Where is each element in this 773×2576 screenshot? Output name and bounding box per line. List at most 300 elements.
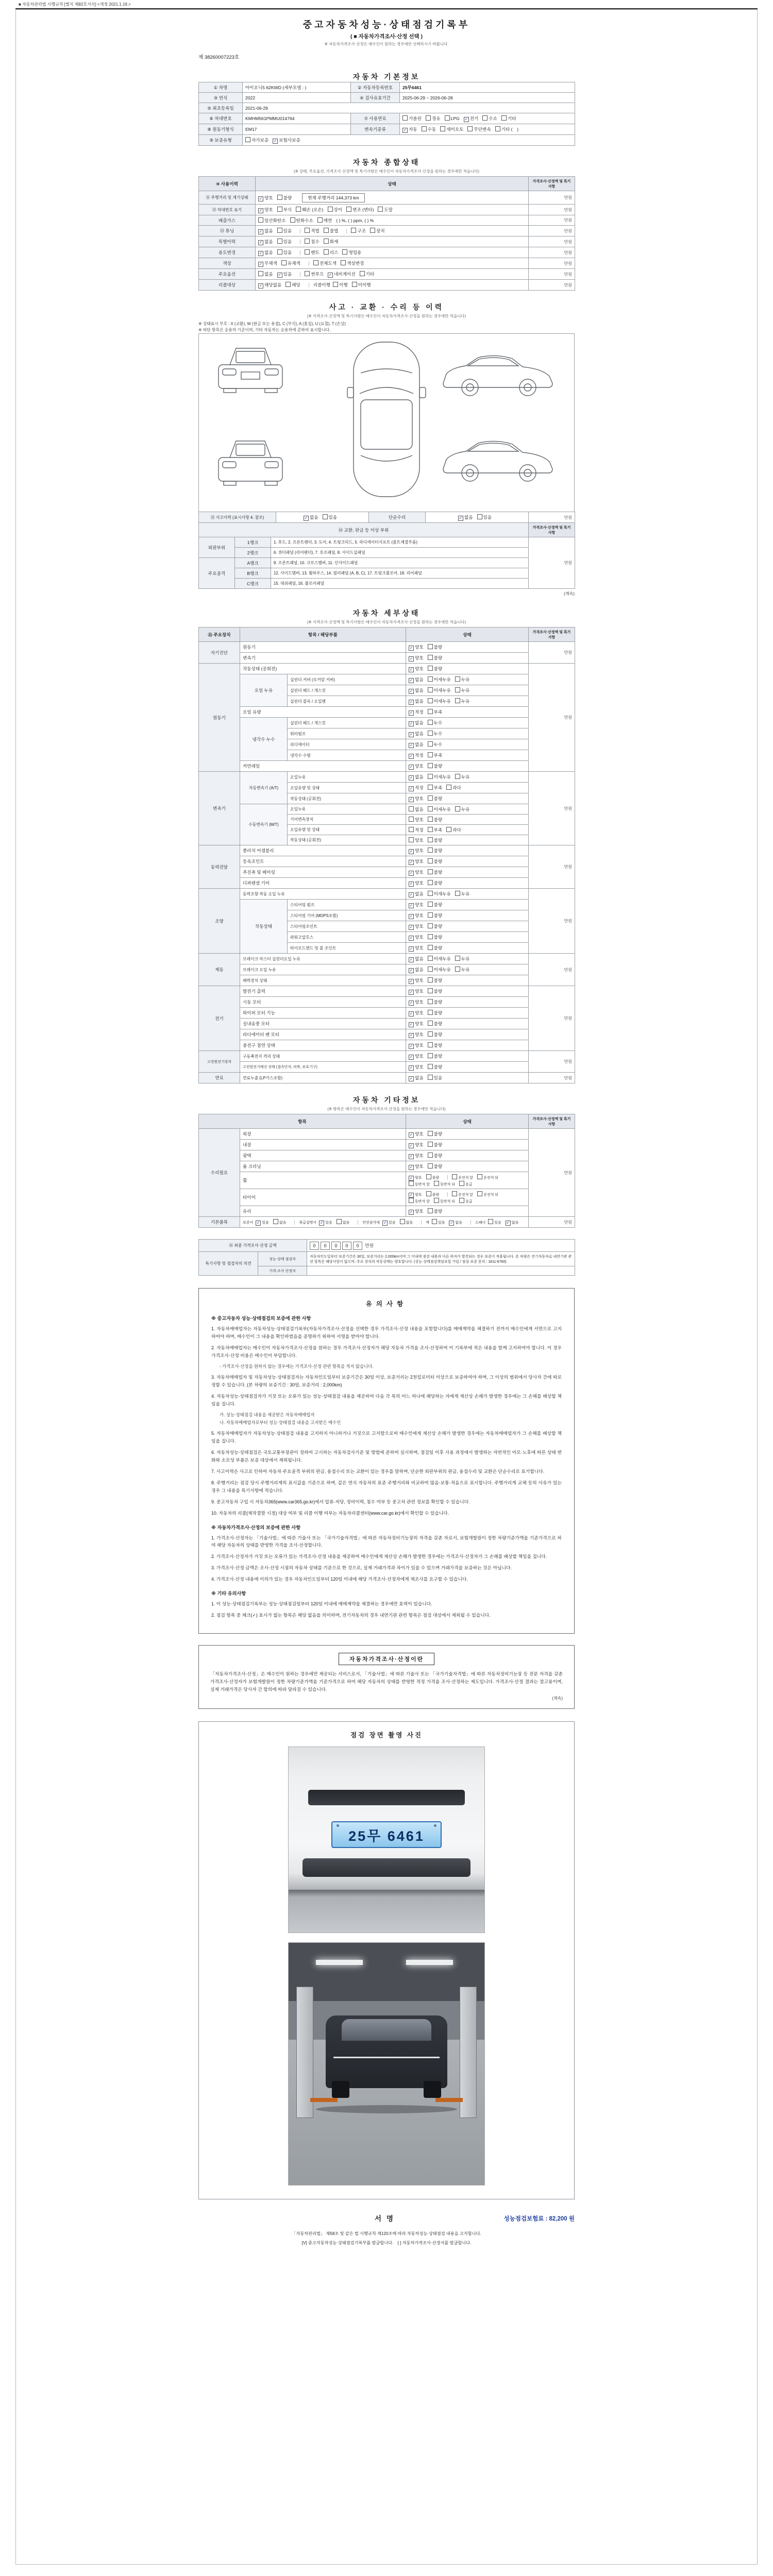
checkbox-box-icon [428,1131,433,1136]
checkbox-기타 ( )[interactable] [495,126,518,132]
checkbox-미세누유[interactable] [428,774,451,780]
checkbox-양호[interactable] [409,1208,424,1215]
table-row [199,653,575,664]
inline-label: 스패너 [475,1221,486,1225]
checkbox-불량[interactable] [428,1163,443,1170]
checkbox-누유[interactable] [455,774,470,780]
checkbox-label: 누유 [461,956,470,961]
checkbox-불법[interactable] [324,228,339,234]
checkbox-없음[interactable] [409,1075,424,1081]
checkbox-없음[interactable] [409,698,424,705]
checkbox-상이[interactable] [328,207,343,213]
checkbox-없음[interactable] [258,249,273,256]
cell-text: 유리 [243,1209,251,1214]
checkbox-부족[interactable] [428,752,443,758]
checkbox-label: 리스 [329,249,339,255]
checkbox-미세누유[interactable] [428,891,451,897]
checkbox-훼손 (오손)[interactable] [296,207,323,213]
checkbox-기타[interactable] [501,115,516,122]
checkbox-기타[interactable] [360,271,375,277]
checkbox-양호[interactable] [409,1053,424,1060]
checkbox-양호[interactable] [258,195,273,201]
checkbox-있음[interactable] [382,1220,396,1226]
checkbox-없음[interactable] [409,687,424,694]
car-side-view-right [443,441,552,481]
checkbox-동반석 앞[interactable] [409,1198,430,1204]
checkbox-미이행[interactable] [352,282,371,288]
value-cell [406,642,529,653]
checkbox-수소[interactable] [482,115,497,122]
cell-text: 만원 [564,865,573,869]
checkbox-불량[interactable] [428,763,443,769]
ceiling-light [406,1960,453,1965]
checkbox-누수[interactable] [428,731,443,737]
checkbox-없음[interactable] [409,676,424,683]
checkbox-미세누유[interactable] [428,687,451,693]
option-divider [470,1220,471,1225]
checkbox-label: 없음 [415,741,424,747]
checkbox-양호[interactable] [409,1021,424,1027]
checkbox-box-icon: ✓ [409,699,413,704]
checkbox-불량[interactable] [428,1153,443,1159]
checkbox-있음[interactable] [319,1220,332,1226]
checkbox-label: 일산화탄소 [264,217,286,223]
checkbox-양호[interactable] [409,848,424,854]
checkbox-불량[interactable] [428,1064,443,1070]
checkbox-자가보증[interactable] [245,137,268,143]
checkbox-양호[interactable] [409,1175,422,1181]
checkbox-box-icon [455,698,460,703]
checkbox-운전석 앞[interactable] [452,1191,473,1197]
etc-info-table-host [198,1114,575,1228]
table-row [199,568,575,579]
checkbox-없음[interactable] [409,806,424,812]
cell-text: 실린더 블록 / 오일팬 [290,699,326,704]
checkbox-box-icon [428,655,433,660]
checkbox-운전석 뒤[interactable] [477,1191,498,1197]
checkbox-없음[interactable] [258,239,273,245]
table-row [199,1019,575,1029]
checkbox-양호[interactable] [409,655,424,662]
checkbox-불량[interactable] [277,195,292,201]
value-cell [271,548,529,558]
checkbox-label: 양호 [415,1163,424,1169]
checkbox-수동[interactable] [422,126,436,132]
checkbox-해당없음[interactable] [258,282,281,289]
table-row [199,900,575,910]
cell-text: 라디에이터 팬 모터 [243,1032,280,1037]
checkbox-불량[interactable] [428,1208,443,1214]
checkbox-미세누유[interactable] [428,676,451,683]
checkbox-양호[interactable] [409,934,424,941]
checkbox-탄화수소[interactable] [290,217,313,224]
label-cell [199,93,243,103]
checkbox-부식[interactable] [277,207,292,213]
cell-text: 전기 [215,1015,224,1021]
checkbox-label: 미세누유 [433,676,451,682]
checkbox-box-icon [324,249,329,255]
value-cell [529,1129,575,1217]
cell-text: ① 차명 [213,84,228,90]
checkbox-침수[interactable] [305,239,320,245]
checkbox-불량[interactable] [428,923,443,929]
checkbox-있음[interactable] [277,249,292,256]
checkbox-box-icon: ✓ [409,859,413,865]
value-cell [240,1140,406,1150]
checkbox-없음[interactable] [400,1219,413,1225]
checkbox-box-icon: ✓ [409,1054,413,1059]
checkbox-있음[interactable] [428,1075,443,1081]
checkbox-불량[interactable] [428,934,443,940]
checkbox-자동[interactable] [402,126,417,133]
value-cell [529,512,575,523]
checkbox-부족[interactable] [428,827,443,833]
checkbox-응급[interactable] [459,1181,473,1187]
checkbox-일산화탄소[interactable] [258,217,286,224]
checkbox-불량[interactable] [428,655,443,661]
checkbox-불량[interactable] [426,1174,440,1180]
label-cell [199,1073,240,1083]
cell-text: 2021-06-29 [245,105,268,111]
checkbox-label: 전체도색 [319,260,337,266]
checkbox-불량[interactable] [428,1010,443,1016]
checkbox-없음[interactable] [409,774,424,781]
checkbox-적정[interactable] [409,785,424,791]
checkbox-없음[interactable] [304,514,318,521]
checkbox-양호[interactable] [409,644,424,651]
checkbox-box-icon [428,1053,433,1058]
checkbox-있음[interactable] [277,271,292,278]
checkbox-구조[interactable] [351,228,366,234]
checkbox-동반석 뒤[interactable] [434,1198,455,1204]
checkbox-누유[interactable] [455,967,470,973]
checkbox-없음[interactable] [458,514,473,521]
value-cell [400,113,575,124]
cell-text: 2022 [245,95,256,100]
cell-text: 만원 [564,261,572,266]
checkbox-label: 없음 [464,514,473,520]
cell-text: 배출가스 [218,217,236,223]
checkbox-있음[interactable] [277,239,292,245]
checkbox-양호[interactable] [409,1142,424,1148]
table-row [199,1189,575,1206]
checkbox-미세누유[interactable] [428,967,451,973]
checkbox-label: 양호 [415,934,424,940]
checkbox-동반석 뒤[interactable] [434,1181,455,1187]
checkbox-있음[interactable] [488,1219,501,1225]
checkbox-누유[interactable] [455,687,470,693]
checkbox-이행[interactable] [333,282,348,288]
checkbox-불량[interactable] [428,1131,443,1137]
checkbox-label: 도말 [384,207,393,212]
notice-item: 10. 자동차의 리콜(제작결함 시정) 대상 여부 및 리콜 이행 여부는 자동차리콜센터(www.car.go.kr)에서 확인할 수 있습니다. [211,1510,449,1516]
checkbox-불량[interactable] [428,945,443,951]
checkbox-없음[interactable] [258,228,273,234]
label-cell [406,628,529,642]
checkbox-양호[interactable] [409,1163,424,1170]
checkbox-없음[interactable] [409,891,424,897]
checkbox-전기[interactable] [464,115,479,122]
checkbox-누유[interactable] [455,891,470,897]
table-row [199,512,575,523]
checkbox-label: 누유 [461,891,470,896]
checkbox-운전석 앞[interactable] [452,1174,473,1180]
checkbox-label: 없음 [415,891,424,896]
checkbox-양호[interactable] [409,858,424,865]
checkbox-미세누유[interactable] [428,698,451,704]
checkbox-있음[interactable] [477,514,492,520]
checkbox-양호[interactable] [409,817,424,823]
checkbox-누유[interactable] [455,698,470,704]
value-cell [307,1240,575,1252]
table-row [199,523,575,537]
checkbox-불량[interactable] [428,1021,443,1027]
checkbox-양호[interactable] [409,666,424,672]
checkbox-전체도색[interactable] [313,260,337,266]
checkbox-운전석 뒤[interactable] [477,1174,498,1180]
checkbox-없음[interactable] [506,1220,519,1226]
section-pricing-info [198,1645,575,1709]
checkbox-label: 운전석 뒤 [483,1176,499,1180]
checkbox-label: 양호 [415,977,424,983]
checkbox-누유[interactable] [455,956,470,962]
checkbox-불량[interactable] [428,848,443,854]
label-cell [406,1114,529,1129]
checkbox-변조 (변타)[interactable] [346,207,374,213]
checkbox-있음[interactable] [323,514,338,520]
checkbox-label: 네비게이션 [334,271,356,277]
checkbox-불량[interactable] [428,644,443,650]
checkbox-없음[interactable] [409,967,424,973]
checkbox-불량[interactable] [428,988,443,994]
checkbox-누유[interactable] [455,676,470,683]
checkbox-불량[interactable] [428,880,443,886]
checkbox-양호[interactable] [409,1192,422,1198]
cell-text: ⑧ 원동기형식 [207,127,234,132]
checkbox-box-icon [428,741,433,747]
checkbox-없음[interactable] [409,720,424,726]
checkbox-도말[interactable] [378,207,393,213]
checkbox-양호[interactable] [409,1153,424,1159]
checkbox-label: 양호 [415,1208,424,1214]
checkbox-양호[interactable] [409,999,424,1006]
cell-text: 만원 [564,515,572,520]
checkbox-적정[interactable] [409,752,424,759]
checkbox-없음[interactable] [273,1219,287,1225]
cell-text: 6. 쿼터패널 (리어펜더), 7. 루프패널, 8. 사이드실패널 [274,550,365,555]
checkbox-있음[interactable] [432,1219,445,1225]
checkbox-box-icon: ✓ [409,870,413,875]
value-cell [288,783,406,793]
checkbox-경유[interactable] [426,115,441,122]
value-cell [406,1161,529,1172]
checkbox-label: 없음 [415,1075,424,1080]
checkbox-양호[interactable] [409,1064,424,1071]
checkbox-없음[interactable] [337,1219,350,1225]
checkbox-양호[interactable] [409,902,424,908]
value-cell [406,1073,529,1083]
notice-item: 1. 가격조사·산정자는 「기술사법」에 따른 기술사 또는 「국가기술자격법」에 따른 자동차정비기능장의 자격을 갖춘 자로서, 보험개발원이 정한 차량기준가액을 기준가격으로 하여 해당 자동차의 상태를 반영한 가격을 조사·산정합니다. [211,1535,562,1548]
checkbox-box-icon [482,115,488,121]
checkbox-세미오토[interactable] [440,126,463,132]
checkbox-없음[interactable] [409,956,424,962]
checkbox-부족[interactable] [428,709,443,715]
checkbox-미세누유[interactable] [428,956,451,962]
checkbox-영업용[interactable] [342,249,361,256]
value-cell [240,997,406,1008]
label-cell [199,772,240,845]
checkbox-누수[interactable] [428,720,443,726]
checkbox-네비게이션[interactable] [328,271,356,278]
checkbox-있음[interactable] [277,228,292,234]
checkbox-부족[interactable] [428,785,443,791]
checkbox-무채색[interactable] [258,260,277,267]
checkbox-양호[interactable] [409,912,424,919]
checkbox-유채색[interactable] [281,260,300,266]
checkbox-box-icon: ✓ [409,786,413,791]
checkbox-양호[interactable] [409,923,424,930]
checkbox-box-icon [277,249,282,255]
checkbox-동반석 앞[interactable] [409,1181,430,1187]
checkbox-label: 누유 [461,676,470,682]
cell-text: 만원 [564,650,573,655]
checkbox-불량[interactable] [428,666,443,672]
value-cell [406,750,529,761]
notice-item: 4. 가격조사·산정 내용에 이의가 있는 경우 자동차인도일부터 120일 이내에 해당 가격조사·산정자에게 재조사를 요구할 수 있습니다. [211,1577,468,1582]
checkbox-불량[interactable] [428,1142,443,1148]
checkbox-label: 불량 [433,655,443,660]
cell-text: 15. 대쉬패널, 16. 플로어패널 [274,581,325,586]
checkbox-있음[interactable] [256,1220,269,1226]
checkbox-양호[interactable] [409,988,424,995]
checkbox-불량[interactable] [428,1053,443,1059]
checkbox-불량[interactable] [428,1042,443,1048]
checkbox-적정[interactable] [409,827,424,833]
checkbox-label: 이행 [339,282,348,287]
checkbox-없음[interactable] [409,731,424,737]
checkbox-과다[interactable] [446,785,461,791]
checkbox-label: 없음 [415,720,424,725]
checkbox-box-icon: ✓ [304,515,308,520]
checkbox-없음[interactable] [409,741,424,748]
checkbox-무단변속[interactable] [467,126,491,132]
checkbox-화재[interactable] [324,239,339,245]
checkbox-불량[interactable] [428,817,443,823]
checkbox-양호[interactable] [409,1010,424,1016]
checkbox-label: 없음 [264,271,273,277]
checkbox-label: 미세누유 [433,774,451,779]
checkbox-box-icon [378,207,383,212]
value-cell [406,975,529,986]
checkbox-label: LPG [450,115,460,121]
checkbox-리스[interactable] [324,249,339,256]
cell-text: 라디에이터 [290,742,310,747]
checkbox-양호[interactable] [409,945,424,952]
checkbox-불량[interactable] [428,1031,443,1038]
cell-text: 오일 유량 [243,709,261,715]
checkbox-불량[interactable] [428,795,443,802]
checkbox-label: 불량 [433,869,443,875]
checkbox-불량[interactable] [426,1191,440,1197]
value-cell [529,226,575,236]
checkbox-양호[interactable] [258,207,273,213]
value-cell [406,825,529,835]
checkbox-불량[interactable] [428,902,443,908]
checkbox-렌트[interactable] [305,249,320,256]
checkbox-불량[interactable] [428,858,443,865]
checkbox-매연[interactable] [317,217,332,224]
cell-text: 가격조사·산정액 및 특기사항 [532,179,571,189]
checkbox-해당[interactable] [285,282,300,288]
value-cell [406,718,529,728]
cell-text: 만원 [564,195,572,200]
checkbox-없음[interactable] [449,1220,462,1226]
checkbox-보험사보증[interactable] [273,137,300,144]
checkbox-box-icon [273,1219,278,1224]
cell-text: 2025-06-29 ~ 2026-06-28 [402,95,453,100]
checkbox-불량[interactable] [428,977,443,984]
checkbox-양호[interactable] [409,837,424,843]
checkbox-과다[interactable] [446,827,461,833]
label-cell [235,579,271,589]
value-cell [406,932,529,943]
checkbox-box-icon: ✓ [409,1032,413,1038]
checkbox-누수[interactable] [428,741,443,748]
value-cell [240,707,406,718]
value-cell [271,558,529,568]
checkbox-양호[interactable] [409,977,424,984]
checkbox-양호[interactable] [409,880,424,887]
cell-text: 상태 [388,181,396,187]
checkbox-양호[interactable] [409,1042,424,1049]
checkbox-양호[interactable] [409,1131,424,1138]
checkbox-양호[interactable] [409,1031,424,1038]
checkbox-box-icon: ✓ [259,208,263,213]
checkbox-미세누유[interactable] [428,806,451,812]
checkbox-썬루프[interactable] [305,271,324,277]
checkbox-양호[interactable] [409,795,424,802]
table-row [199,954,575,964]
cell-text: 만원 [564,806,573,811]
continued-marker: (계속) [552,1696,563,1701]
odometer-box: 현재 주행거리 144,373 km [302,193,365,202]
label-cell [256,177,529,191]
checkbox-label: 불량 [433,1010,443,1015]
cell-text: 상태 [463,632,472,637]
checkbox-색상변경[interactable] [341,260,364,266]
checkbox-장치[interactable] [370,228,385,234]
checkbox-불량[interactable] [428,869,443,875]
checkbox-누유[interactable] [455,806,470,812]
checkbox-가솔린[interactable] [402,115,422,122]
checkbox-불량[interactable] [428,837,443,843]
checkbox-양호[interactable] [409,763,424,770]
checkbox-응급[interactable] [459,1198,473,1204]
notice-subitem: 가. 성능·상태점검 내용을 제공받은 자동차매매업자 [220,1412,315,1418]
checkbox-불량[interactable] [428,912,443,919]
label-cell [199,226,256,236]
checkbox-양호[interactable] [409,869,424,876]
checkbox-적정[interactable] [409,709,424,716]
checkbox-label: 양호 [415,1176,422,1180]
pricing-info-title: 자동차가격조사·산정이란 [339,1653,435,1665]
checkbox-LPG[interactable] [445,115,460,121]
cell-text: 클러치 어셈블리 [243,848,274,853]
checkbox-적법[interactable] [305,228,320,234]
checkbox-없음[interactable] [258,271,273,277]
checkbox-불량[interactable] [428,999,443,1005]
value-cell [529,280,575,291]
